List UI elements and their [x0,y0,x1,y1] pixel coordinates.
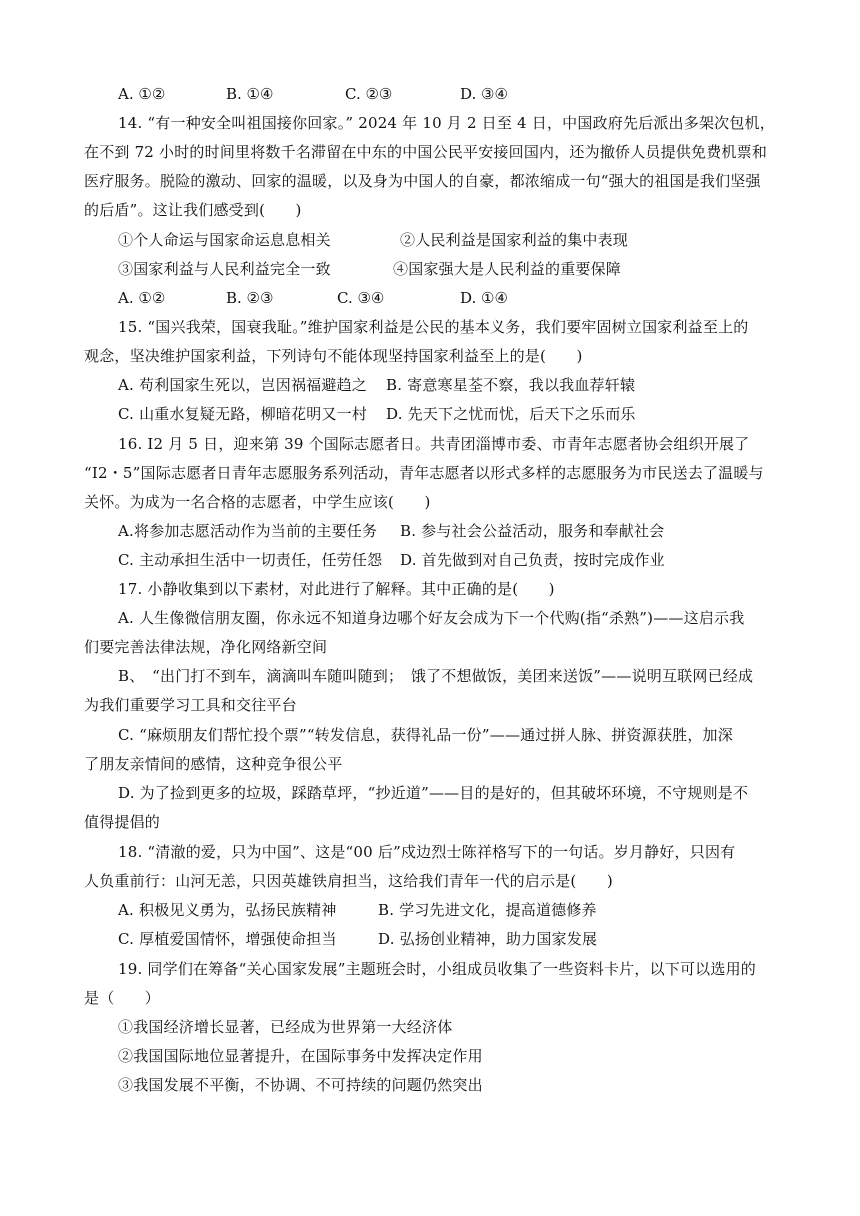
option-a-line: A. 人生像微信朋友圈，你永远不知道身边哪个好友会成为下一个代购(指“杀熟”)——这启示我 [118,609,745,627]
question-text-line: “I2・5”国际志愿者日青年志愿服务系列活动，青年志愿者以形式多样的志愿服务为市民送去了温暖与 [84,464,764,482]
question-text-line: 19. 同学们在筹备“关心国家发展”主题班会时，小组成员收集了一些资料卡片，以下可以选用的 [118,960,756,978]
option-a: A.将参加志愿活动作为当前的主要任务 [118,522,378,540]
question-text-line: 15. “国兴我荣，国衰我耻。”维护国家利益是公民的基本义务，我们要牢固树立国家利益至上的 [118,318,749,336]
option-c: C. 厚植爱国情怀，增强使命担当 [118,930,337,948]
question-text-line: 医疗服务。脱险的激动、回家的温暖，以及身为中国人的自豪，都浓缩成一句“强大的祖国是我们坚强 [84,172,761,190]
option-d: D. 先天下之忧而忧，后天下之乐而乐 [386,405,636,423]
statement-3: ③国家利益与人民利益完全一致 [118,260,331,278]
option-c-line: 了朋友亲情间的感情，这种竞争很公平 [84,755,343,773]
question-text-line: 观念，坚决维护国家利益，下列诗句不能体现坚持国家利益至上的是( ) [84,347,583,365]
question-text-line: 14. “有一种安全叫祖国接你回家。” 2024 年 10 月 2 日至 4 日，中国政府先后派出多架次包机， [118,114,775,132]
option-a: A. 苟利国家生死以，岂因祸福避趋之 [118,376,367,394]
question-text-line: 18. “清澈的爱，只为中国”、这是“00 后”戍边烈士陈祥格写下的一句话。岁月静好，只因有 [118,843,736,861]
option-b-line: 为我们重要学习工具和交往平台 [84,696,297,714]
option-b: B. 学习先进文化，提高道德修养 [378,901,597,919]
option-a: A. ①② [118,85,166,103]
statement-3: ③我国发展不平衡，不协调、不可持续的问题仍然突出 [118,1076,483,1094]
option-c: C. ③④ [337,289,385,307]
option-d: D. 首先做到对自己负责，按时完成作业 [400,551,665,569]
question-text-line: 在不到 72 小时的时间里将数千名滞留在中东的中国公民平安接回国内，还为撤侨人员提供免费机票和 [84,143,768,161]
option-a: A. 积极见义勇为，弘扬民族精神 [118,901,337,919]
option-b: B. 参与社会公益活动，服务和奉献社会 [400,522,665,540]
question-text-line: 人负重前行：山河无恙，只因英雄铁肩担当，这给我们青年一代的启示是( ) [84,872,613,890]
statement-1: ①个人命运与国家命运息息相关 [118,231,331,249]
option-d-line: D. 为了捡到更多的垃圾，踩踏草坪，“抄近道”——目的是好的，但其破坏环境，不守规则是不 [118,784,749,802]
option-d-line: 值得提倡的 [84,813,161,831]
statement-4: ④国家强大是人民利益的重要保障 [393,260,622,278]
option-b: B. ②③ [226,289,274,307]
option-c-line: C. “麻烦朋友们帮忙投个票”“转发信息，获得礼品一份”——通过拼人脉、拼资源获胜，加深 [118,726,733,744]
option-d: D. 弘扬创业精神，助力国家发展 [378,930,598,948]
option-c: C. ②③ [345,85,393,103]
option-d: D. ①④ [460,289,508,307]
option-b-line: B、 “出门打不到车，滴滴叫车随叫随到； 饿了不想做饭，美团来送饭”——说明互联网已经成 [118,667,754,685]
question-text-line: 是（ ） [84,989,161,1007]
statement-2: ②我国国际地位显著提升，在国际事务中发挥决定作用 [118,1047,483,1065]
option-a: A. ①② [118,289,166,307]
option-d: D. ③④ [460,85,508,103]
question-text-line: 17. 小静收集到以下素材，对此进行了解释。其中正确的是( ) [118,580,555,598]
option-a-line: 们要完善法律法规，净化网络新空间 [84,638,328,656]
question-text-line: 16. I2 月 5 日，迎来第 39 个国际志愿者日。共青团淄博市委、市青年志愿者协会组织开展了 [118,435,750,453]
statement-1: ①我国经济增长显著，已经成为世界第一大经济体 [118,1018,453,1036]
option-c: C. 主动承担生活中一切责任，任劳任怨 [118,551,383,569]
question-text-line: 的后盾”。这让我们感受到( ) [84,201,302,219]
question-text-line: 关怀。为成为一名合格的志愿者，中学生应该( ) [84,493,431,511]
option-b: B. ①④ [226,85,274,103]
statement-2: ②人民利益是国家利益的集中表现 [400,231,629,249]
option-b: B. 寄意寒星荃不察，我以我血荐轩辕 [386,376,636,394]
option-c: C. 山重水复疑无路，柳暗花明又一村 [118,405,368,423]
